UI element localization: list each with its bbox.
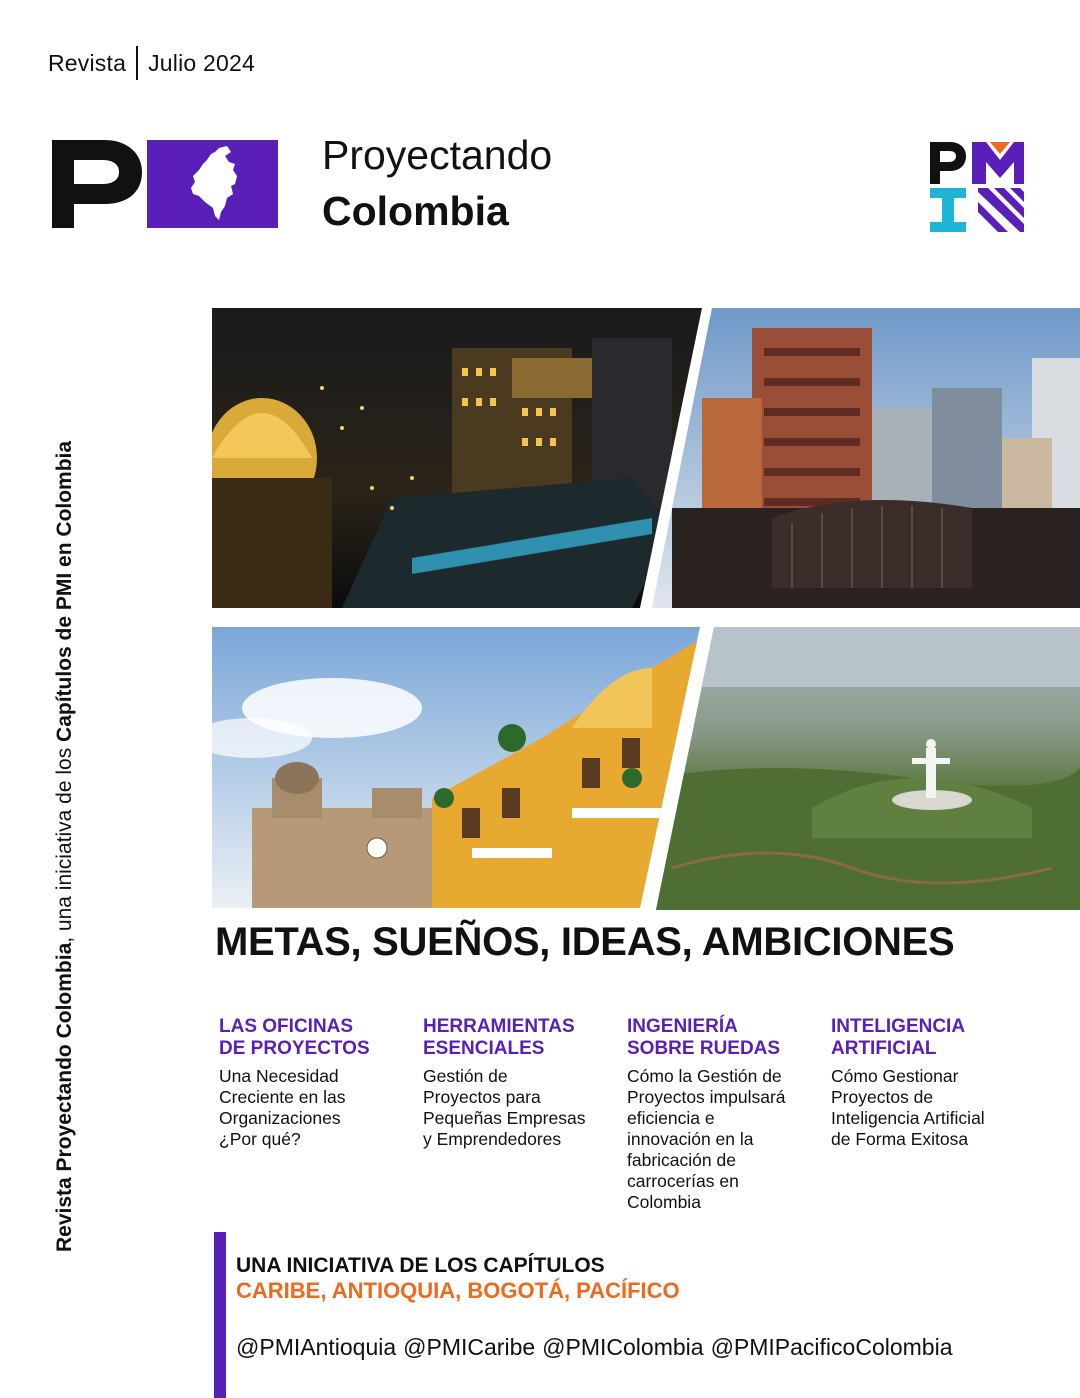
footer-initiative: UNA INICIATIVA DE LOS CAPÍTULOS (236, 1254, 605, 1277)
logo-p-letter-icon (52, 140, 142, 228)
social-handle: @PMICaribe (403, 1334, 536, 1360)
article-column (423, 1016, 613, 1150)
article-column (627, 1016, 817, 1213)
article-title: LAS OFICINAS DE PROYECTOS (219, 1016, 370, 1059)
article-title: INTELIGENCIA ARTIFICIAL (831, 1016, 966, 1059)
footer-accent-bar (214, 1232, 226, 1398)
pmi-logo (928, 140, 1028, 236)
article-title: INGENIERÍA SOBRE RUEDAS (627, 1016, 781, 1059)
issue-line (48, 46, 255, 80)
article-subtitle: Gestión de Proyectos para Pequeñas Empresas y Emprendedores (423, 1066, 586, 1149)
article-column (831, 1016, 1031, 1150)
article-subtitle: Una Necesidad Creciente en las Organizaciones ¿Por qué? (219, 1066, 346, 1149)
article-subtitle: Cómo la Gestión de Proyectos impulsará eficiencia e innovación en la fabricación de carrocerías en Colombia (627, 1066, 786, 1212)
article-title: HERRAMIENTAS ESENCIALES (423, 1016, 575, 1059)
magazine-title-line2: Colombia (322, 188, 509, 234)
magazine-title-line1: Proyectando (322, 132, 553, 178)
colonial-street-photo (212, 627, 702, 910)
buildings-daytime-photo (652, 308, 1080, 608)
colombia-map-icon (147, 140, 278, 228)
social-handle: @PMIPacificoColombia (710, 1334, 953, 1360)
hilltop-statue-photo (652, 627, 1080, 910)
issue-date: Julio 2024 (148, 49, 255, 76)
issue-divider (136, 46, 138, 80)
side-caption-bold1: Revista Proyectando Colombia (53, 942, 76, 1252)
main-headline: METAS, SUEÑOS, IDEAS, AMBICIONES (215, 920, 955, 964)
social-handles (236, 1334, 960, 1361)
night-city-photo (212, 308, 712, 608)
social-handle: @PMIColombia (542, 1334, 704, 1360)
article-column (219, 1016, 409, 1150)
colombia-map-logo-box (147, 140, 278, 228)
article-subtitle: Cómo Gestionar Proyectos de Inteligencia Artificial de Forma Exitosa (831, 1066, 985, 1149)
photo-collage (212, 308, 1080, 910)
social-handle: @PMIAntioquia (236, 1334, 397, 1360)
footer-chapters: CARIBE, ANTIOQUIA, BOGOTÁ, PACÍFICO (236, 1278, 680, 1303)
side-caption-bold2: Capítulos de PMI en Colombia (53, 440, 76, 742)
publication-label: Revista (48, 49, 127, 76)
vertical-side-caption (48, 312, 82, 1252)
side-caption-normal: , una iniciativa de los (53, 741, 76, 943)
